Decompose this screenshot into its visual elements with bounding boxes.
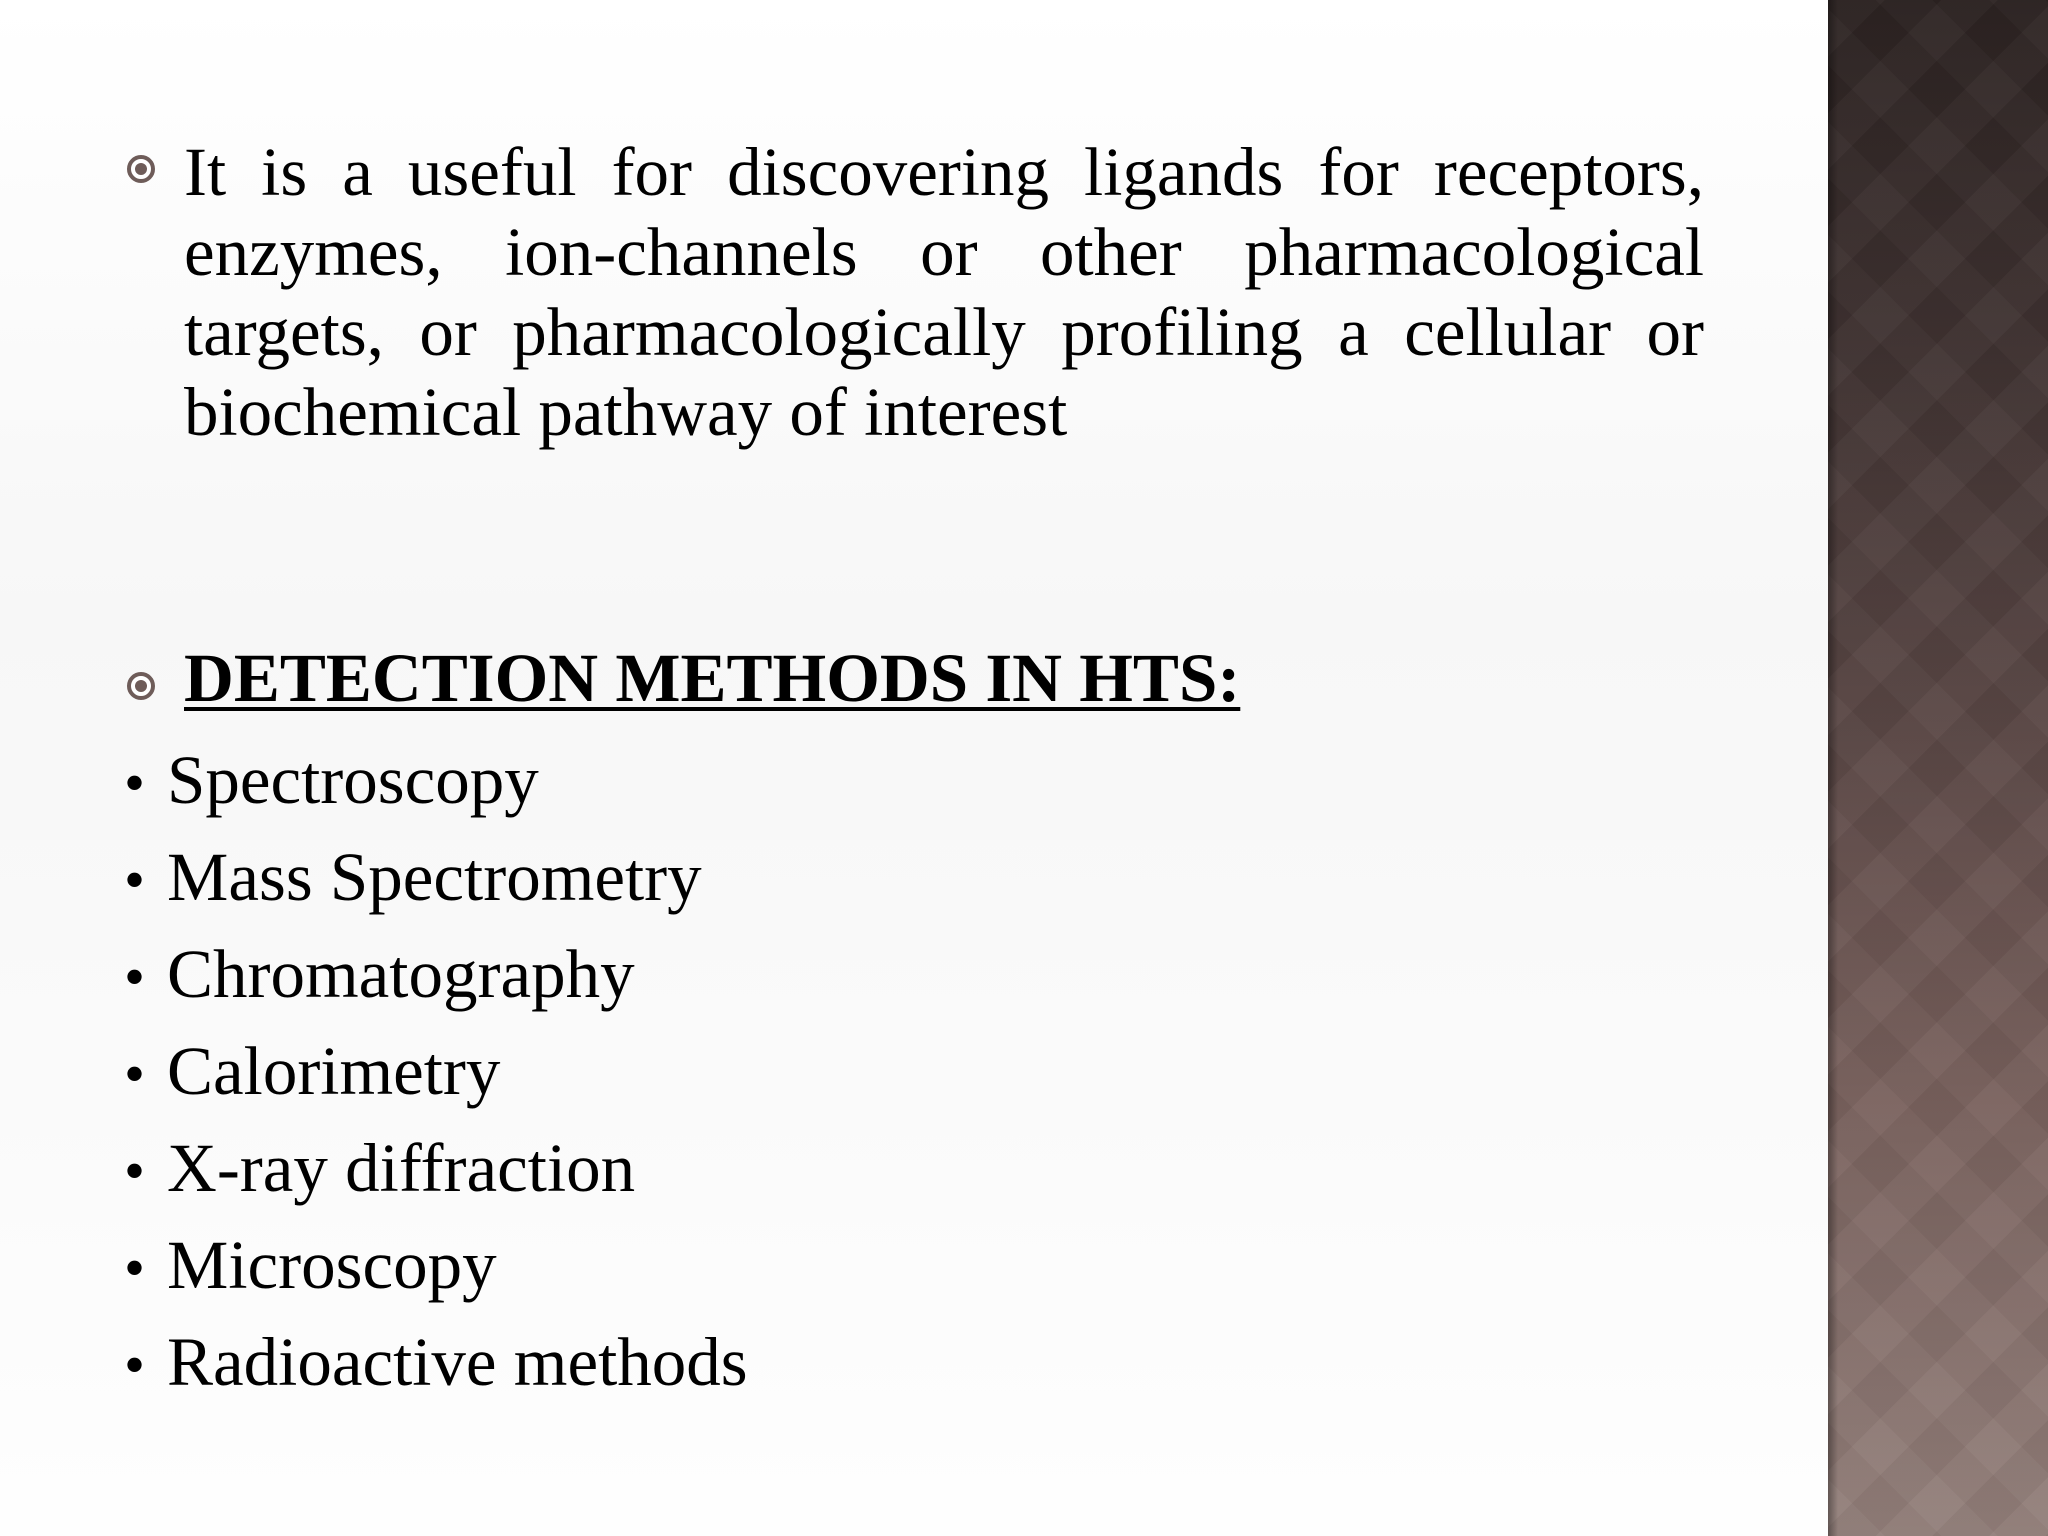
- list-item: [124, 1322, 748, 1419]
- bullet-dot-icon: •: [124, 750, 146, 816]
- bullet-dot-icon: •: [124, 944, 146, 1010]
- method-label: Chromatography: [167, 936, 635, 1012]
- list-item: [124, 837, 748, 934]
- detection-methods-list: [124, 740, 748, 1419]
- list-item: [124, 1128, 748, 1225]
- method-label: Spectroscopy: [167, 742, 539, 818]
- intro-paragraph: It is a useful for discovering ligands for receptors, enzymes, ion-channels or other pharmacological targets, or pharmacologically profiling a cellular or biochemical pathway of interest: [184, 134, 1704, 450]
- bullet-dot-icon: •: [124, 847, 146, 913]
- list-item: [124, 740, 748, 837]
- method-label: Calorimetry: [167, 1033, 501, 1109]
- method-label: X-ray diffraction: [167, 1130, 636, 1206]
- list-item: [124, 934, 748, 1031]
- section-heading: DETECTION METHODS IN HTS:: [184, 640, 1241, 716]
- list-item: [124, 1031, 748, 1128]
- circle-bullet-icon: [127, 155, 155, 183]
- method-label: Mass Spectrometry: [167, 839, 702, 915]
- bullet-dot-icon: •: [124, 1041, 146, 1107]
- bullet-dot-icon: •: [124, 1138, 146, 1204]
- method-label: Microscopy: [167, 1227, 497, 1303]
- method-label: Radioactive methods: [167, 1324, 748, 1400]
- bullet-dot-icon: •: [124, 1235, 146, 1301]
- list-item: [124, 1225, 748, 1322]
- circle-bullet-icon: [127, 672, 155, 700]
- decorative-side-panel: [1828, 0, 2048, 1536]
- bullet-dot-icon: •: [124, 1332, 146, 1398]
